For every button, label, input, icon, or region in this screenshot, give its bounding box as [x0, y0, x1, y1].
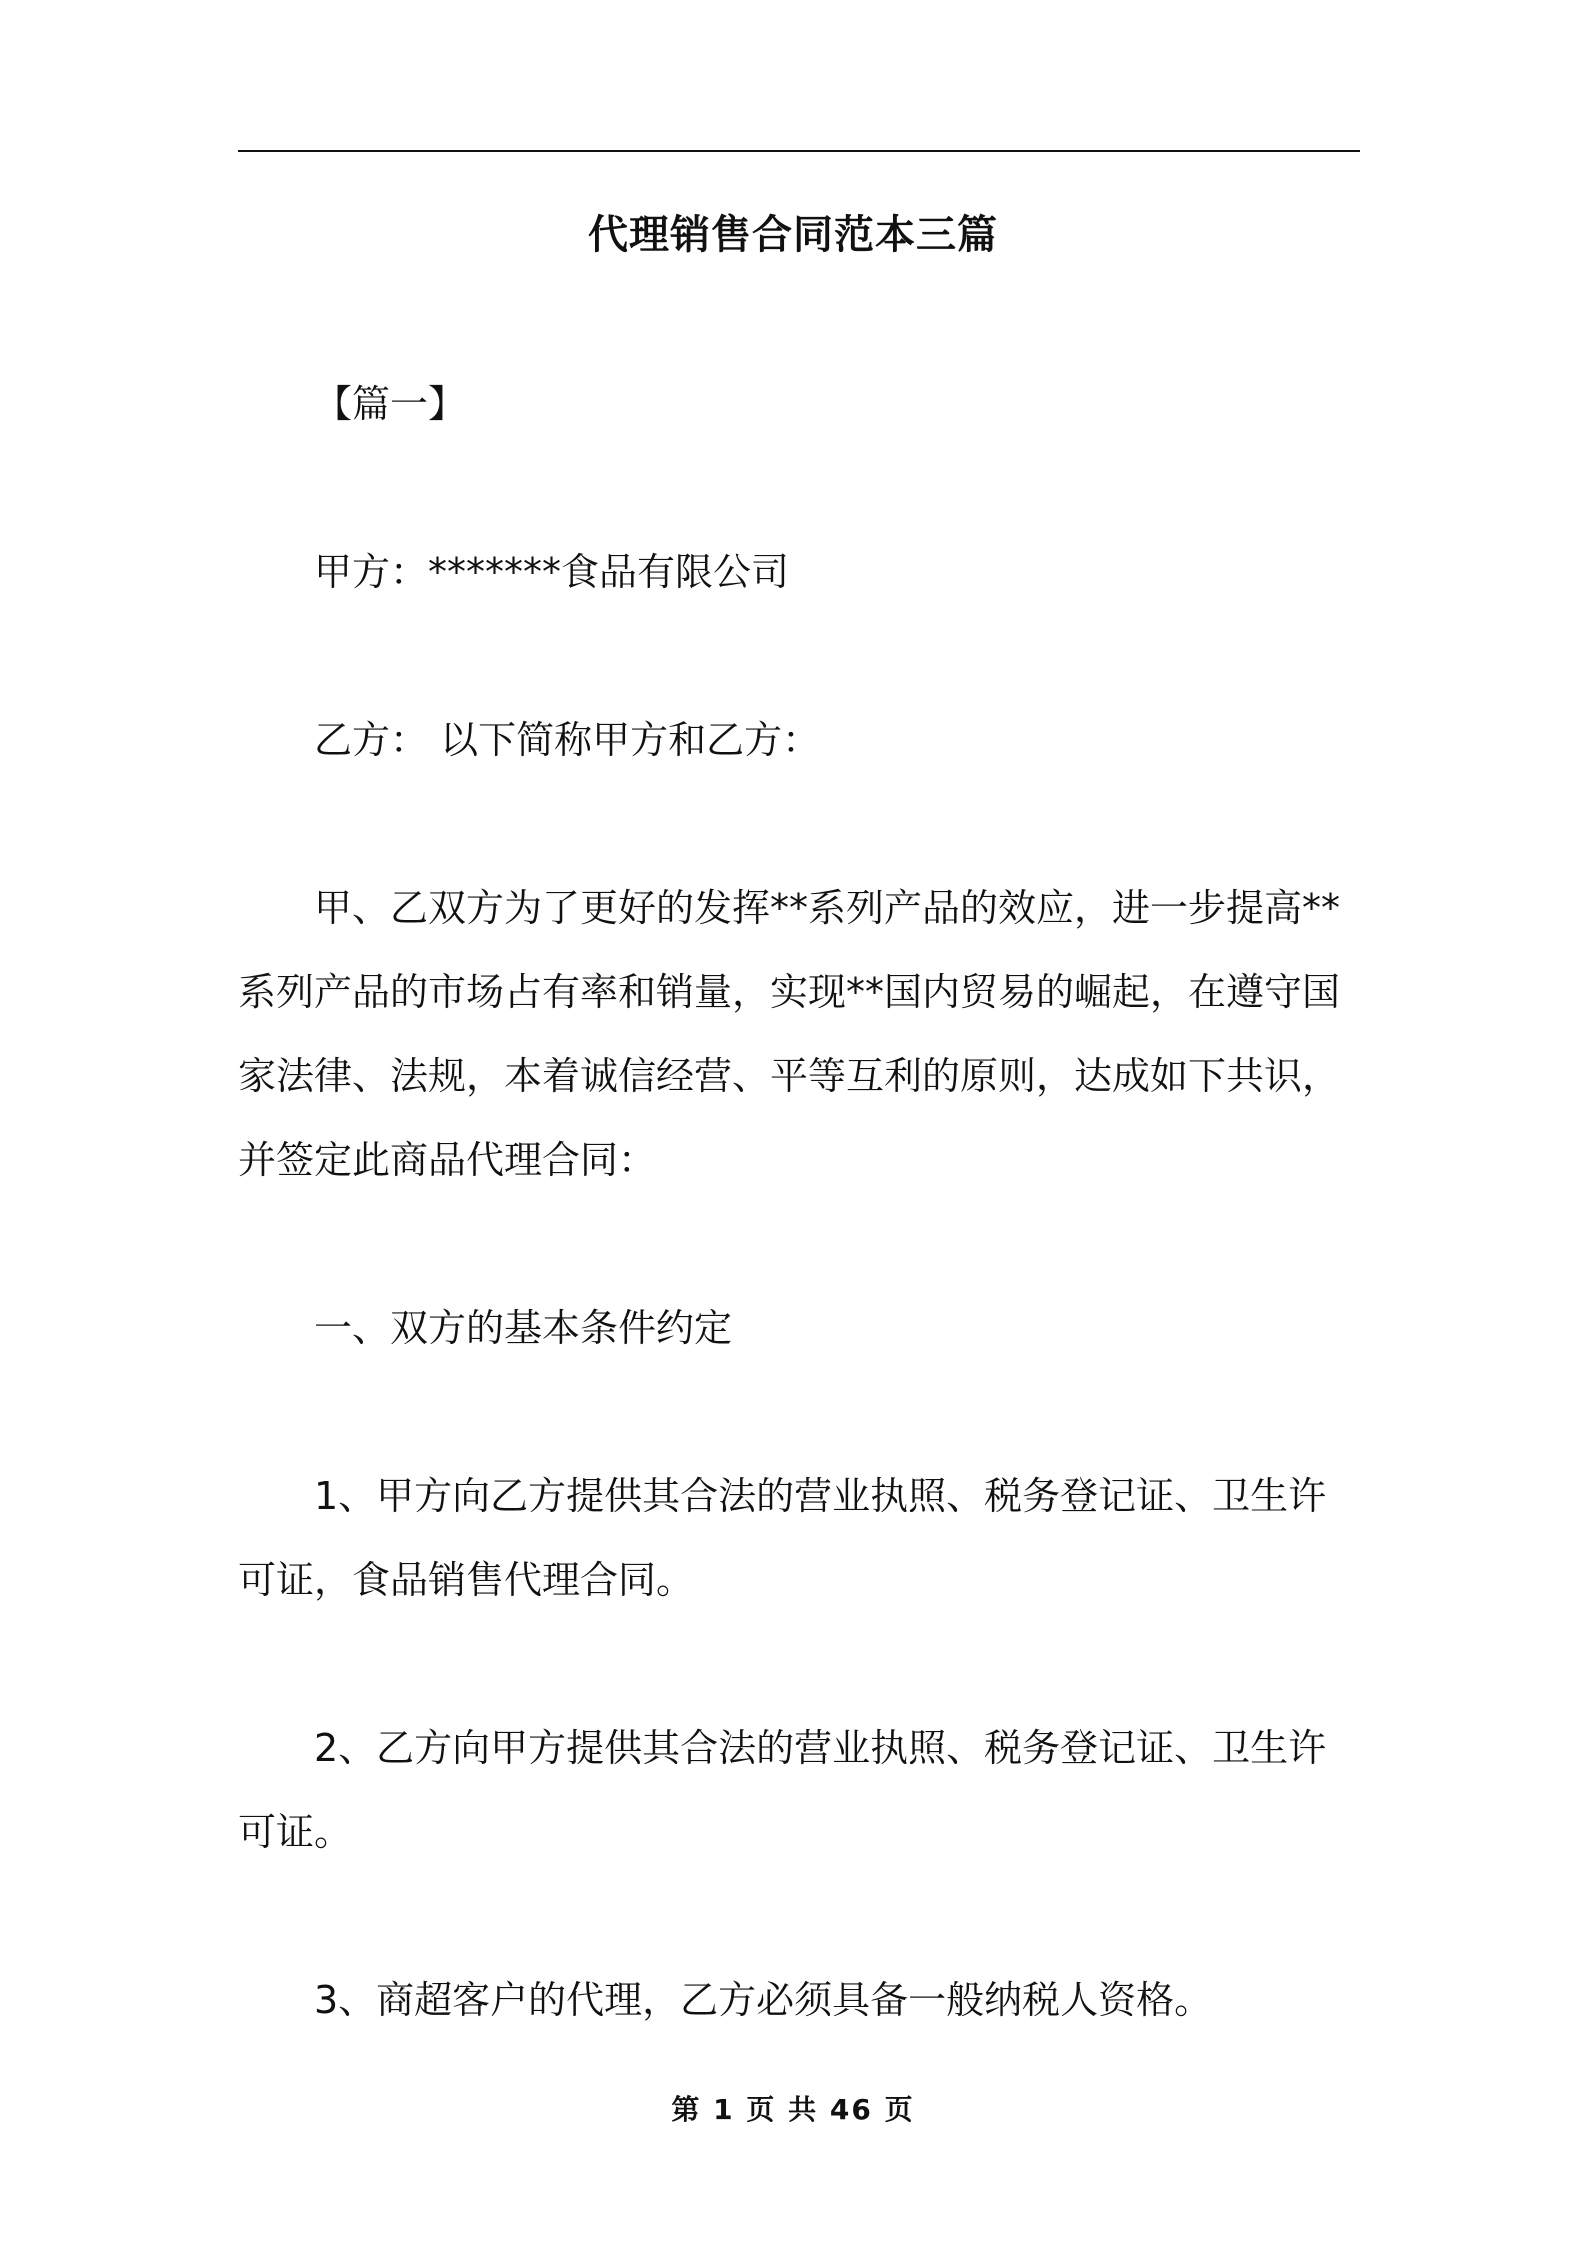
section-label: 【篇一】: [314, 382, 467, 426]
document-title: 代理销售合同范本三篇: [588, 212, 998, 258]
preamble-paragraph: 甲、乙双方为了更好的发挥**系列产品的效应，进一步提高**系列产品的市场占有率和销量，实现**国内贸易的崛起，在遵守国家法律、法规，本着诚信经营、平等互利的原则，达成如下共识，并签定此商品代理合同：: [238, 886, 1341, 1182]
party-b-line: 乙方： 以下简称甲方和乙方：: [314, 718, 821, 762]
clause-item-3: 3、商超客户的代理，乙方必须具备一般纳税人资格。: [314, 1978, 1213, 2022]
clause-heading: 一、双方的基本条件约定: [314, 1306, 733, 1350]
page-indicator: 第 1 页 共 46 页: [671, 2093, 915, 2126]
party-a-line: 甲方：*******食品有限公司: [314, 550, 790, 594]
clause-item-1: 1、甲方向乙方提供其合法的营业执照、税务登记证、卫生许可证，食品销售代理合同。: [238, 1474, 1327, 1602]
clause-item-2: 2、乙方向甲方提供其合法的营业执照、税务登记证、卫生许可证。: [238, 1726, 1327, 1854]
header-rule: [238, 150, 1360, 152]
